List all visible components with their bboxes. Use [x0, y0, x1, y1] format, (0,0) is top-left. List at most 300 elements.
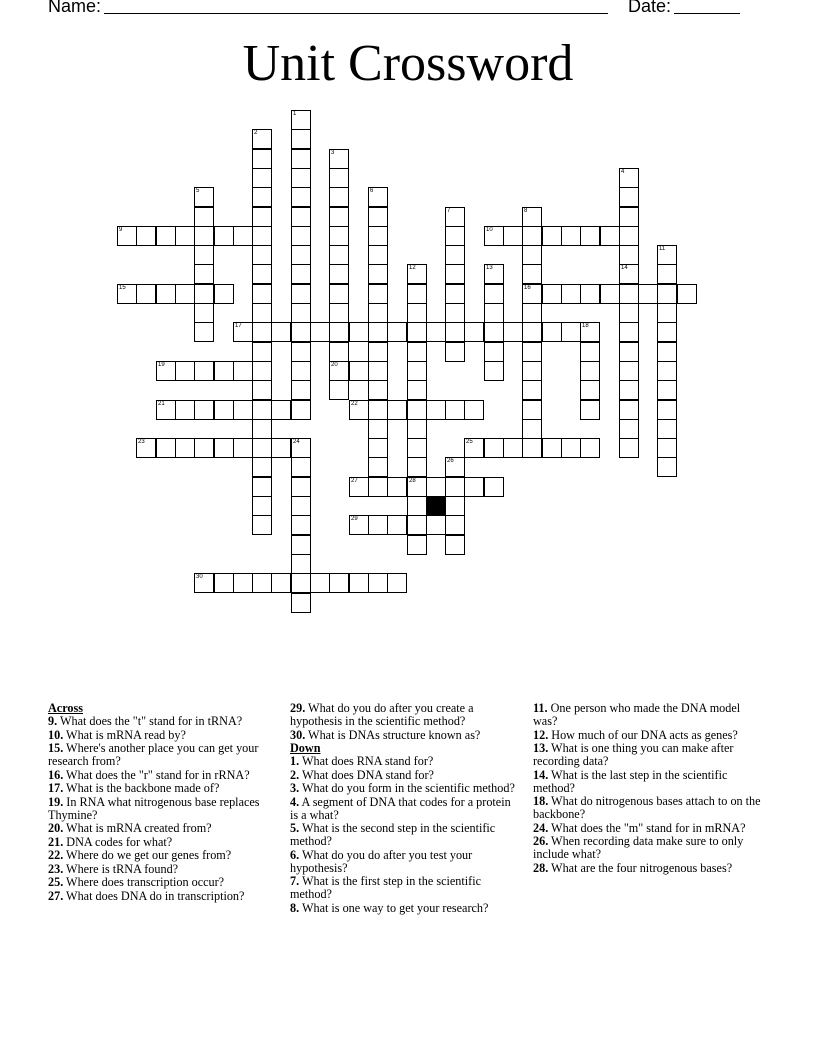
clue-text: Where's another place you can get your research from? [48, 741, 259, 768]
grid-cell[interactable] [657, 322, 677, 342]
clue-number-label: 9 [119, 227, 123, 233]
grid-cell[interactable] [561, 284, 581, 304]
clue-number: 9. [48, 714, 58, 728]
grid-cell[interactable] [329, 264, 349, 284]
grid-cell[interactable] [368, 419, 388, 439]
grid-cell[interactable] [619, 245, 639, 265]
grid-cell[interactable] [117, 284, 137, 304]
clue-number-label: 8 [524, 208, 528, 214]
grid-cell[interactable] [561, 322, 581, 342]
grid-cell[interactable] [580, 284, 600, 304]
grid-cell[interactable] [194, 245, 214, 265]
clue-number-label: 12 [409, 265, 416, 271]
grid-cell[interactable] [214, 284, 234, 304]
clue-number: 21. [48, 834, 64, 849]
grid-cell[interactable] [426, 515, 446, 535]
grid-cell[interactable] [291, 149, 311, 169]
grid-cell[interactable] [194, 400, 214, 420]
clue-item [48, 890, 272, 903]
grid-cell[interactable] [600, 284, 620, 304]
grid-cell[interactable] [252, 129, 272, 149]
grid-cell[interactable] [291, 496, 311, 516]
clue-item [48, 796, 272, 822]
grid-cell[interactable] [619, 419, 639, 439]
grid-cell[interactable] [619, 226, 639, 246]
grid-cell[interactable] [349, 477, 369, 497]
grid-cell[interactable] [271, 438, 291, 458]
grid-cell[interactable] [252, 573, 272, 593]
grid-cell[interactable] [657, 400, 677, 420]
grid-cell[interactable] [291, 535, 311, 555]
grid-cell[interactable] [291, 554, 311, 574]
grid-cell[interactable] [619, 438, 639, 458]
grid-cell[interactable] [233, 322, 253, 342]
grid-cell[interactable] [484, 264, 504, 284]
grid-cell[interactable] [522, 380, 542, 400]
grid-cell[interactable] [252, 477, 272, 497]
grid-cell[interactable] [561, 226, 581, 246]
clue-number: 1. [290, 754, 300, 768]
clue-text: DNA codes for what? [63, 834, 173, 849]
grid-cell[interactable] [329, 168, 349, 188]
clue-column-2 [290, 702, 520, 915]
grid-cell[interactable] [619, 264, 639, 284]
grid-cell[interactable] [252, 380, 272, 400]
grid-cell[interactable] [329, 380, 349, 400]
grid-cell[interactable] [619, 342, 639, 362]
grid-cell[interactable] [291, 400, 311, 420]
grid-cell[interactable] [484, 322, 504, 342]
grid-cell[interactable] [368, 303, 388, 323]
grid-cell[interactable] [194, 284, 214, 304]
clue-item [533, 835, 763, 861]
grid-cell[interactable] [291, 168, 311, 188]
grid-cell[interactable] [407, 361, 427, 381]
grid-cell[interactable] [407, 303, 427, 323]
grid-cell[interactable] [387, 515, 407, 535]
grid-cell[interactable] [310, 322, 330, 342]
grid-cell[interactable] [175, 400, 195, 420]
grid-cell[interactable] [445, 535, 465, 555]
clue-number: 28. [533, 860, 549, 875]
grid-cell[interactable] [329, 573, 349, 593]
grid-cell[interactable] [271, 573, 291, 593]
grid-cell[interactable] [426, 400, 446, 420]
grid-cell[interactable] [464, 400, 484, 420]
grid-cell[interactable] [368, 457, 388, 477]
grid-cell[interactable] [291, 110, 311, 130]
date-label: Date: [628, 0, 672, 16]
grid-cell[interactable] [368, 284, 388, 304]
grid-cell[interactable] [291, 361, 311, 381]
grid-cell[interactable] [329, 342, 349, 362]
grid-cell[interactable] [368, 573, 388, 593]
clue-number: 27. [48, 888, 64, 903]
grid-cell[interactable] [291, 129, 311, 149]
grid-cell[interactable] [407, 264, 427, 284]
grid-cell[interactable] [522, 264, 542, 284]
grid-cell[interactable] [214, 400, 234, 420]
grid-cell[interactable] [194, 438, 214, 458]
grid-cell[interactable] [368, 264, 388, 284]
grid-cell[interactable] [619, 207, 639, 227]
clue-number: 2. [290, 767, 300, 782]
grid-cell[interactable] [156, 438, 176, 458]
grid-cell[interactable] [387, 400, 407, 420]
grid-cell[interactable] [580, 438, 600, 458]
grid-cell[interactable] [291, 226, 311, 246]
grid-cell[interactable] [310, 573, 330, 593]
grid-cell[interactable] [194, 207, 214, 227]
clue-item [48, 769, 272, 782]
grid-cell[interactable] [407, 457, 427, 477]
grid-cell[interactable] [252, 438, 272, 458]
grid-cell[interactable] [233, 400, 253, 420]
clue-item [533, 769, 763, 795]
grid-cell[interactable] [156, 226, 176, 246]
clue-text: What do nitrogenous bases attach to on the backbone? [533, 794, 761, 821]
grid-cell[interactable] [657, 303, 677, 323]
grid-cell[interactable] [522, 303, 542, 323]
grid-cell[interactable] [368, 342, 388, 362]
grid-cell[interactable] [252, 207, 272, 227]
grid-cell[interactable] [214, 226, 234, 246]
grid-cell[interactable] [252, 419, 272, 439]
grid-cell[interactable] [407, 477, 427, 497]
clue-number: 17. [48, 781, 64, 795]
grid-cell[interactable] [522, 245, 542, 265]
grid-cell[interactable] [329, 245, 349, 265]
grid-cell[interactable] [291, 303, 311, 323]
grid-cell[interactable] [657, 361, 677, 381]
grid-cell[interactable] [349, 400, 369, 420]
grid-cell[interactable] [522, 438, 542, 458]
clue-text: What is mRNA read by? [63, 727, 186, 742]
grid-cell[interactable] [194, 303, 214, 323]
grid-cell[interactable] [291, 457, 311, 477]
grid-cell[interactable] [329, 207, 349, 227]
grid-cell[interactable] [445, 226, 465, 246]
grid-cell[interactable] [368, 477, 388, 497]
grid-cell[interactable] [368, 361, 388, 381]
grid-cell[interactable] [503, 322, 523, 342]
grid-cell[interactable] [580, 380, 600, 400]
grid-cell[interactable] [252, 264, 272, 284]
grid-cell[interactable] [233, 361, 253, 381]
grid-cell[interactable] [252, 303, 272, 323]
grid-block-cell [426, 496, 446, 516]
clue-item [290, 729, 520, 742]
grid-cell[interactable] [387, 322, 407, 342]
grid-cell[interactable] [484, 438, 504, 458]
grid-cell[interactable] [657, 342, 677, 362]
grid-cell[interactable] [619, 361, 639, 381]
grid-cell[interactable] [136, 438, 156, 458]
grid-cell[interactable] [407, 400, 427, 420]
grid-cell[interactable] [407, 380, 427, 400]
clue-number-label: 29 [351, 516, 358, 522]
grid-cell[interactable] [194, 264, 214, 284]
grid-cell[interactable] [156, 400, 176, 420]
grid-cell[interactable] [156, 361, 176, 381]
grid-cell[interactable] [252, 342, 272, 362]
grid-cell[interactable] [368, 380, 388, 400]
grid-cell[interactable] [117, 226, 137, 246]
grid-cell[interactable] [349, 322, 369, 342]
grid-cell[interactable] [657, 264, 677, 284]
clue-text: What is the second step in the scientific method? [290, 821, 496, 848]
clue-text: What is DNAs structure known as? [305, 727, 481, 742]
grid-cell[interactable] [214, 361, 234, 381]
clue-text: A segment of DNA that codes for a protein is a what? [290, 794, 511, 822]
grid-cell[interactable] [291, 438, 311, 458]
grid-cell[interactable] [291, 245, 311, 265]
grid-cell[interactable] [291, 593, 311, 613]
grid-cell[interactable] [291, 477, 311, 497]
grid-cell[interactable] [252, 149, 272, 169]
grid-cell[interactable] [349, 361, 369, 381]
grid-cell[interactable] [291, 187, 311, 207]
clue-item [48, 876, 272, 889]
grid-cell[interactable] [484, 284, 504, 304]
clue-number-label: 22 [351, 401, 358, 407]
grid-cell[interactable] [252, 361, 272, 381]
grid-cell[interactable] [329, 149, 349, 169]
clue-text: What do you do after you create a hypothesis in the scientific method? [290, 701, 474, 728]
grid-cell[interactable] [580, 226, 600, 246]
grid-cell[interactable] [291, 264, 311, 284]
grid-cell[interactable] [484, 303, 504, 323]
grid-cell[interactable] [464, 477, 484, 497]
grid-cell[interactable] [542, 284, 562, 304]
clue-number-label: 13 [486, 265, 493, 271]
grid-cell[interactable] [657, 245, 677, 265]
grid-cell[interactable] [522, 361, 542, 381]
grid-cell[interactable] [445, 477, 465, 497]
grid-cell[interactable] [619, 303, 639, 323]
grid-cell[interactable] [407, 342, 427, 362]
grid-cell[interactable] [580, 361, 600, 381]
clue-text: Where is tRNA found? [63, 861, 179, 876]
grid-cell[interactable] [252, 496, 272, 516]
grid-cell[interactable] [445, 400, 465, 420]
grid-cell[interactable] [580, 322, 600, 342]
grid-cell[interactable] [619, 168, 639, 188]
grid-cell[interactable] [522, 284, 542, 304]
grid-cell[interactable] [175, 438, 195, 458]
grid-cell[interactable] [542, 226, 562, 246]
clue-number: 18. [533, 794, 549, 808]
grid-cell[interactable] [252, 457, 272, 477]
grid-cell[interactable] [136, 226, 156, 246]
grid-cell[interactable] [252, 400, 272, 420]
grid-cell[interactable] [291, 515, 311, 535]
clue-number: 20. [48, 821, 64, 835]
grid-cell[interactable] [464, 438, 484, 458]
grid-cell[interactable] [407, 496, 427, 516]
grid-cell[interactable] [619, 322, 639, 342]
grid-cell[interactable] [291, 342, 311, 362]
grid-cell[interactable] [252, 515, 272, 535]
grid-cell[interactable] [407, 419, 427, 439]
grid-cell[interactable] [522, 400, 542, 420]
clue-item [290, 875, 520, 901]
grid-cell[interactable] [657, 457, 677, 477]
grid-cell[interactable] [503, 226, 523, 246]
grid-cell[interactable] [233, 573, 253, 593]
grid-cell[interactable] [329, 361, 349, 381]
grid-cell[interactable] [561, 438, 581, 458]
grid-cell[interactable] [214, 438, 234, 458]
grid-cell[interactable] [484, 342, 504, 362]
grid-cell[interactable] [175, 284, 195, 304]
clue-item [48, 849, 272, 862]
clue-text: What does DNA do in transcription? [63, 888, 245, 903]
grid-cell[interactable] [619, 284, 639, 304]
grid-cell[interactable] [445, 322, 465, 342]
clue-number: 6. [290, 847, 300, 862]
grid-cell[interactable] [619, 380, 639, 400]
grid-cell[interactable] [291, 380, 311, 400]
grid-cell[interactable] [484, 477, 504, 497]
clue-number: 29. [290, 701, 306, 715]
grid-cell[interactable] [445, 303, 465, 323]
grid-cell[interactable] [445, 264, 465, 284]
grid-cell[interactable] [136, 284, 156, 304]
grid-cell[interactable] [252, 284, 272, 304]
grid-cell[interactable] [368, 515, 388, 535]
grid-cell[interactable] [291, 207, 311, 227]
grid-cell[interactable] [349, 515, 369, 535]
page-title: Unit Crossword [242, 35, 574, 92]
grid-cell[interactable] [368, 187, 388, 207]
grid-cell[interactable] [407, 515, 427, 535]
grid-cell[interactable] [657, 419, 677, 439]
grid-cell[interactable] [638, 284, 658, 304]
clue-number-label: 30 [196, 574, 203, 580]
grid-cell[interactable] [503, 438, 523, 458]
grid-cell[interactable] [252, 187, 272, 207]
grid-cell[interactable] [329, 322, 349, 342]
grid-cell[interactable] [329, 187, 349, 207]
grid-cell[interactable] [252, 168, 272, 188]
grid-cell[interactable] [407, 438, 427, 458]
grid-cell[interactable] [580, 400, 600, 420]
grid-cell[interactable] [252, 226, 272, 246]
grid-cell[interactable] [407, 284, 427, 304]
grid-cell[interactable] [214, 573, 234, 593]
grid-cell[interactable] [426, 322, 446, 342]
clue-item [48, 715, 272, 728]
clue-text: What is mRNA created from? [63, 821, 212, 835]
grid-cell[interactable] [445, 207, 465, 227]
grid-cell[interactable] [233, 226, 253, 246]
grid-cell[interactable] [368, 245, 388, 265]
clue-item [533, 862, 763, 875]
grid-cell[interactable] [426, 477, 446, 497]
grid-cell[interactable] [522, 342, 542, 362]
grid-cell[interactable] [542, 322, 562, 342]
grid-cell[interactable] [677, 284, 697, 304]
grid-cell[interactable] [619, 400, 639, 420]
grid-cell[interactable] [368, 207, 388, 227]
grid-cell[interactable] [233, 438, 253, 458]
grid-cell[interactable] [619, 187, 639, 207]
name-label: Name: [48, 0, 102, 16]
grid-cell[interactable] [445, 496, 465, 516]
grid-cell[interactable] [271, 400, 291, 420]
grid-cell[interactable] [349, 573, 369, 593]
clue-item [533, 702, 763, 728]
clue-number-label: 25 [466, 439, 473, 445]
grid-cell[interactable] [368, 400, 388, 420]
grid-cell[interactable] [387, 573, 407, 593]
grid-cell[interactable] [194, 226, 214, 246]
grid-cell[interactable] [368, 226, 388, 246]
grid-cell[interactable] [464, 322, 484, 342]
grid-cell[interactable] [600, 226, 620, 246]
grid-cell[interactable] [252, 322, 272, 342]
grid-cell[interactable] [194, 573, 214, 593]
grid-cell[interactable] [329, 303, 349, 323]
grid-cell[interactable] [175, 226, 195, 246]
grid-cell[interactable] [329, 284, 349, 304]
grid-cell[interactable] [368, 438, 388, 458]
grid-cell[interactable] [291, 573, 311, 593]
clue-text: What does RNA stand for? [299, 754, 434, 768]
grid-cell[interactable] [445, 245, 465, 265]
grid-cell[interactable] [387, 477, 407, 497]
grid-cell[interactable] [329, 226, 349, 246]
grid-cell[interactable] [657, 284, 677, 304]
grid-cell[interactable] [657, 438, 677, 458]
grid-cell[interactable] [657, 380, 677, 400]
grid-cell[interactable] [522, 226, 542, 246]
grid-cell[interactable] [194, 361, 214, 381]
grid-cell[interactable] [271, 322, 291, 342]
clue-text: What is the last step in the scientific method? [533, 767, 728, 795]
clue-text: What does DNA stand for? [299, 767, 434, 782]
grid-cell[interactable] [291, 322, 311, 342]
grid-cell[interactable] [542, 438, 562, 458]
grid-cell[interactable] [407, 535, 427, 555]
grid-cell[interactable] [156, 284, 176, 304]
grid-cell[interactable] [522, 322, 542, 342]
clue-number: 11. [533, 701, 548, 715]
grid-cell[interactable] [445, 457, 465, 477]
grid-cell[interactable] [407, 322, 427, 342]
grid-cell[interactable] [252, 245, 272, 265]
grid-cell[interactable] [484, 226, 504, 246]
grid-cell[interactable] [580, 342, 600, 362]
grid-cell[interactable] [291, 284, 311, 304]
grid-cell[interactable] [368, 322, 388, 342]
grid-cell[interactable] [445, 342, 465, 362]
clue-text: What are the four nitrogenous bases? [548, 860, 733, 875]
grid-cell[interactable] [175, 361, 195, 381]
grid-cell[interactable] [522, 419, 542, 439]
clue-number-label: 24 [293, 439, 300, 445]
clue-number: 30. [290, 727, 306, 742]
grid-cell[interactable] [445, 515, 465, 535]
grid-cell[interactable] [194, 322, 214, 342]
clue-number: 15. [48, 741, 64, 755]
grid-cell[interactable] [484, 361, 504, 381]
grid-cell[interactable] [522, 207, 542, 227]
clue-item [290, 782, 520, 795]
grid-cell[interactable] [445, 284, 465, 304]
grid-cell[interactable] [194, 187, 214, 207]
